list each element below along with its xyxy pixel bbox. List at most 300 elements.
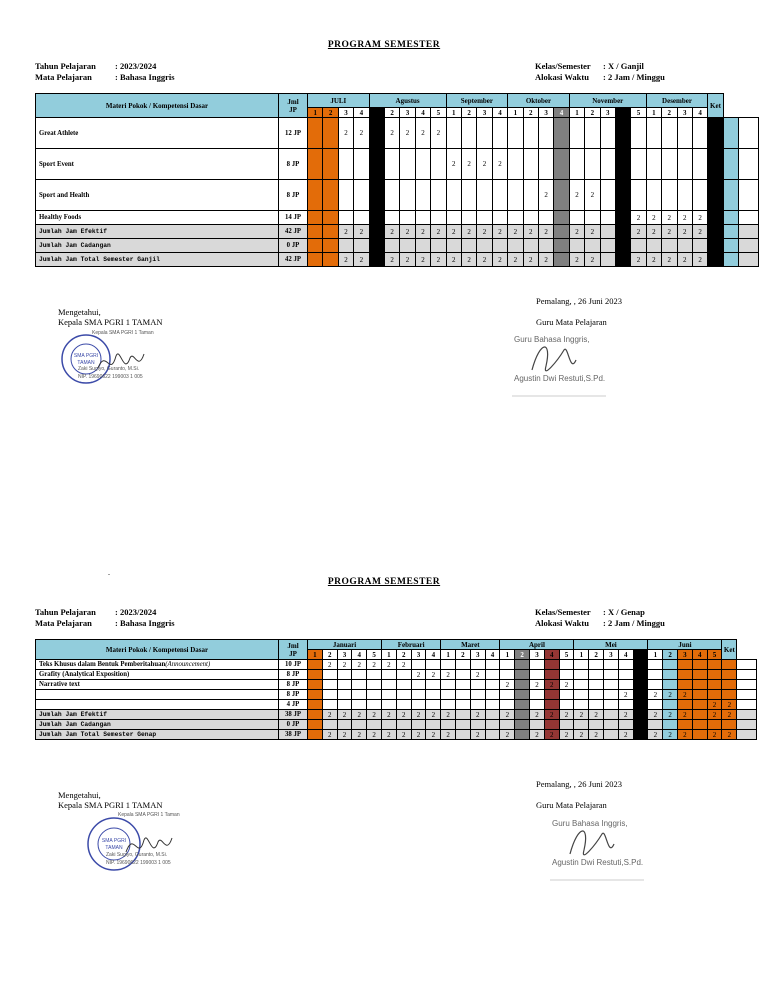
week-cell [411,720,426,730]
week-cell [574,680,589,690]
week-cell [367,700,382,710]
week-cell: 2 [382,660,397,670]
week-cell [470,680,485,690]
week-cell [382,690,397,700]
week-cell [352,690,367,700]
week-cell [618,720,633,730]
week-cell [633,730,648,740]
week-cell [544,670,559,680]
week-cell [708,239,723,253]
week-cell: 2 [677,211,692,225]
week-cell [723,225,738,239]
materi-name: Jumlah Jam Cadangan [39,242,111,249]
week-cell [323,118,338,149]
week-cell: 2 [646,225,661,239]
week-cell: 2 [559,730,574,740]
week-cell [308,118,323,149]
week-cell [723,118,738,149]
week-cell [456,700,471,710]
week-number: 1 [382,650,397,660]
week-number: 1 [446,108,461,118]
page-title-2: PROGRAM SEMESTER [327,577,441,587]
week-number: 5 [431,108,446,118]
week-cell [508,211,523,225]
week-cell: 2 [692,225,707,239]
week-number: 2 [456,650,471,660]
week-number: 2 [663,650,678,660]
alokasi-waktu-2 [535,618,665,628]
week-cell [308,700,323,710]
week-cell [554,225,569,239]
table-row [36,730,757,740]
week-cell [707,680,722,690]
guru-mapel: Guru Mata Pelajaran [536,317,607,327]
week-cell [308,710,323,720]
week-cell: 2 [441,670,456,680]
week-cell [515,710,530,720]
week-cell [544,720,559,730]
week-cell: 2 [400,225,415,239]
week-cell [367,670,382,680]
week-cell [604,660,619,670]
materi-name: Sport Event [39,160,74,168]
week-cell [396,720,411,730]
week-cell [461,180,476,211]
week-cell [322,680,337,690]
week-cell [400,211,415,225]
week-cell [692,690,707,700]
week-cell [708,118,723,149]
week-cell: 2 [707,730,722,740]
tahun-label-2: Tahun Pelajaran [35,607,96,617]
week-cell [369,225,384,239]
week-cell [337,720,352,730]
mapel-label: Mata Pelajaran [35,72,92,82]
schedule-table-ganjil [35,93,759,267]
month-header: September [446,94,508,108]
kelas-value-2: : X / Genap [603,607,645,617]
week-cell [554,149,569,180]
table-row [36,690,757,700]
week-cell [589,680,604,690]
jp-cell: 14 JP [279,211,308,225]
week-cell [500,690,515,700]
week-cell [446,211,461,225]
jp-cell: 8 JP [279,180,308,211]
week-cell [400,180,415,211]
week-cell: 2 [352,660,367,670]
alokasi-label-2: Alokasi Waktu [535,618,589,628]
week-cell: 2 [426,670,441,680]
month-header: Mei [574,640,648,650]
week-cell [648,720,663,730]
week-cell [415,180,430,211]
week-cell [441,680,456,690]
mapel-label-2: Mata Pelajaran [35,618,92,628]
week-cell [544,700,559,710]
week-number: 3 [477,108,492,118]
week-cell: 2 [470,730,485,740]
week-cell [500,700,515,710]
week-cell [352,700,367,710]
table-row [36,720,757,730]
schedule-table-genap [35,639,757,740]
week-cell [569,149,584,180]
week-cell [569,118,584,149]
week-cell [618,660,633,670]
tahun-pelajaran [35,61,156,71]
week-cell: 2 [426,710,441,720]
week-cell [574,690,589,700]
week-cell [585,118,600,149]
mapel-value: : Bahasa Inggris [115,72,175,82]
week-cell [367,720,382,730]
week-cell [589,670,604,680]
week-cell: 2 [722,700,737,710]
week-cell [308,211,323,225]
week-cell [589,660,604,670]
ket-cell [739,253,759,267]
week-cell: 2 [431,253,446,267]
week-cell: 2 [662,211,677,225]
week-cell [308,730,323,740]
week-number: 4 [544,650,559,660]
week-cell [633,660,648,670]
week-cell: 2 [523,253,538,267]
week-cell: 2 [678,690,693,700]
table-row [36,710,757,720]
week-cell [678,670,693,680]
week-cell: 2 [585,253,600,267]
week-cell [646,118,661,149]
week-cell [485,670,500,680]
week-cell [707,720,722,730]
week-cell: 2 [662,225,677,239]
week-cell: 2 [492,253,507,267]
week-cell [485,700,500,710]
week-cell: 2 [530,710,545,720]
week-number: 5 [367,650,382,660]
week-cell: 2 [415,118,430,149]
week-cell [354,149,369,180]
week-cell [708,149,723,180]
week-cell [369,180,384,211]
week-cell: 2 [574,730,589,740]
week-cell: 2 [396,730,411,740]
week-number: 1 [500,650,515,660]
alokasi-waktu [535,72,665,82]
week-cell [538,149,553,180]
month-header: Agustus [369,94,446,108]
week-cell [559,670,574,680]
week-cell [559,700,574,710]
week-cell: 2 [618,690,633,700]
week-cell [500,720,515,730]
materi-cell [36,180,279,211]
week-cell: 2 [411,730,426,740]
materi-name: Grafity (Analytical Exposition) [39,671,130,678]
week-cell [492,180,507,211]
week-cell [707,660,722,670]
week-cell: 2 [646,211,661,225]
week-cell: 2 [559,710,574,720]
week-number: 2 [589,650,604,660]
week-cell: 2 [352,730,367,740]
ket-header: Ket [722,640,737,660]
week-cell [523,149,538,180]
table-row [36,118,759,149]
week-cell: 2 [367,710,382,720]
week-cell: 2 [384,225,399,239]
week-cell [692,149,707,180]
week-cell [677,118,692,149]
week-cell [538,211,553,225]
week-cell [367,680,382,690]
week-cell [633,690,648,700]
week-cell [678,700,693,710]
week-number: 1 [646,108,661,118]
week-cell [354,211,369,225]
week-cell [707,670,722,680]
week-cell [722,720,737,730]
week-cell: 2 [538,253,553,267]
week-cell: 2 [461,225,476,239]
week-cell: 2 [648,690,663,700]
week-cell [308,660,323,670]
week-cell [485,710,500,720]
week-number: 3 [411,650,426,660]
week-cell [446,118,461,149]
kepala-sekolah-2: Kepala SMA PGRI 1 TAMAN [58,800,163,810]
week-cell [456,730,471,740]
week-cell: 2 [677,253,692,267]
week-cell [615,118,630,149]
week-cell [663,670,678,680]
week-cell [515,720,530,730]
materi-cell [36,730,279,740]
materi-cell [36,225,279,239]
week-cell: 2 [631,253,646,267]
ket-cell [737,700,757,710]
week-cell [369,253,384,267]
kelas-semester [535,61,644,71]
tahun-pelajaran-2 [35,607,156,617]
week-cell: 2 [530,730,545,740]
week-number: 2 [523,108,538,118]
materi-name: Great Athlete [39,129,79,137]
week-number: 1 [308,108,323,118]
week-cell [523,211,538,225]
week-cell: 2 [337,660,352,670]
week-cell: 2 [354,118,369,149]
week-cell [400,239,415,253]
week-cell [708,180,723,211]
materi-cell [36,118,279,149]
week-cell [662,239,677,253]
week-cell [646,149,661,180]
week-cell: 2 [337,710,352,720]
week-cell [554,180,569,211]
week-cell [530,660,545,670]
week-cell [354,180,369,211]
week-cell: 2 [382,730,397,740]
week-cell: 2 [352,710,367,720]
week-cell [322,720,337,730]
week-cell: 2 [585,225,600,239]
week-cell: 2 [692,253,707,267]
week-cell [426,660,441,670]
tahun-value: : 2023/2024 [115,61,157,71]
week-cell: 2 [692,211,707,225]
week-cell [492,211,507,225]
sig-name: Agustin Dwi Restuti,S.Pd. [514,374,606,383]
table-row [36,239,759,253]
week-cell [604,670,619,680]
jp-label: JP [289,105,297,114]
week-cell: 2 [722,710,737,720]
ket-cell [737,730,757,740]
week-cell [338,180,353,211]
jml-jp-header [279,640,308,660]
week-cell [508,118,523,149]
week-cell [354,239,369,253]
week-cell [722,680,737,690]
week-cell [633,720,648,730]
materi-name: Healthy Foods [39,214,82,221]
week-number: 4 [554,108,569,118]
week-cell: 2 [648,710,663,720]
week-cell [384,211,399,225]
week-number: 5 [633,650,648,660]
week-cell [662,180,677,211]
week-cell [604,720,619,730]
materi-header: Materi Pokok / Kompetensi Dasar [36,94,279,118]
week-cell [446,180,461,211]
week-cell [662,118,677,149]
week-cell [707,690,722,700]
week-cell [633,670,648,680]
week-cell [415,149,430,180]
week-number: 4 [415,108,430,118]
week-cell: 2 [631,211,646,225]
month-header: JULI [308,94,370,108]
ket-cell [737,670,757,680]
week-number: 1 [441,650,456,660]
week-cell [692,670,707,680]
week-cell [618,670,633,680]
week-cell: 2 [322,710,337,720]
month-header: Desember [646,94,708,108]
svg-text:TAMAN: TAMAN [105,845,123,851]
week-cell [604,710,619,720]
week-cell [604,700,619,710]
week-cell [426,700,441,710]
week-cell [554,253,569,267]
month-header: Januari [308,640,382,650]
week-cell [600,118,615,149]
week-cell: 2 [446,225,461,239]
week-cell [723,253,738,267]
jp-label: JP [289,649,297,658]
week-cell [456,680,471,690]
week-cell: 2 [446,149,461,180]
ket-header: Ket [708,94,723,118]
sig-name-2: Agustin Dwi Restuti,S.Pd. [552,858,644,867]
week-cell [456,720,471,730]
week-cell: 2 [569,180,584,211]
week-cell [426,720,441,730]
week-number: 3 [400,108,415,118]
week-cell: 2 [544,680,559,690]
materi-name: Jumlah Jam Cadangan [39,721,111,728]
week-number: 1 [574,650,589,660]
week-cell [631,118,646,149]
jml-label: Jml [287,97,299,106]
week-cell [677,149,692,180]
week-cell [461,239,476,253]
ket-cell [737,720,757,730]
stamp-top: Kepala SMA PGRI 1 Taman [92,330,154,336]
week-cell [411,700,426,710]
sig-title-2: Guru Bahasa Inggris, [552,819,628,828]
school-stamp-signature [58,328,178,390]
week-cell [426,680,441,690]
week-cell [308,225,323,239]
week-cell: 2 [415,225,430,239]
week-cell: 2 [707,700,722,710]
week-cell [470,690,485,700]
week-cell [722,660,737,670]
week-cell [515,680,530,690]
week-cell [369,211,384,225]
week-cell [477,239,492,253]
week-cell [615,180,630,211]
week-number: 1 [648,650,663,660]
week-cell [538,118,553,149]
place-date: Pemalang, , 26 Juni 2023 [536,296,622,306]
week-cell [589,700,604,710]
week-cell: 2 [470,710,485,720]
week-cell [723,239,738,253]
week-cell [308,670,323,680]
week-cell: 2 [396,660,411,670]
week-cell [723,149,738,180]
week-cell: 2 [677,225,692,239]
tahun-value-2: : 2023/2024 [115,607,157,617]
week-cell: 2 [544,730,559,740]
alokasi-label: Alokasi Waktu [535,72,589,82]
table-row [36,670,757,680]
week-cell [369,239,384,253]
week-number: 2 [461,108,476,118]
week-cell [308,690,323,700]
materi-cell [36,149,279,180]
week-cell [604,690,619,700]
week-number: 3 [538,108,553,118]
place-date-2: Pemalang, , 26 Juni 2023 [536,779,622,789]
week-cell [441,660,456,670]
jp-cell: 38 JP [279,710,308,720]
guru-mapel-2: Guru Mata Pelajaran [536,800,607,810]
week-cell [692,720,707,730]
week-cell [337,690,352,700]
materi-italic: (Announcement) [165,661,211,668]
week-cell: 2 [569,253,584,267]
week-cell [585,149,600,180]
teacher-signature-2 [550,814,644,884]
week-cell [396,690,411,700]
week-cell [485,720,500,730]
